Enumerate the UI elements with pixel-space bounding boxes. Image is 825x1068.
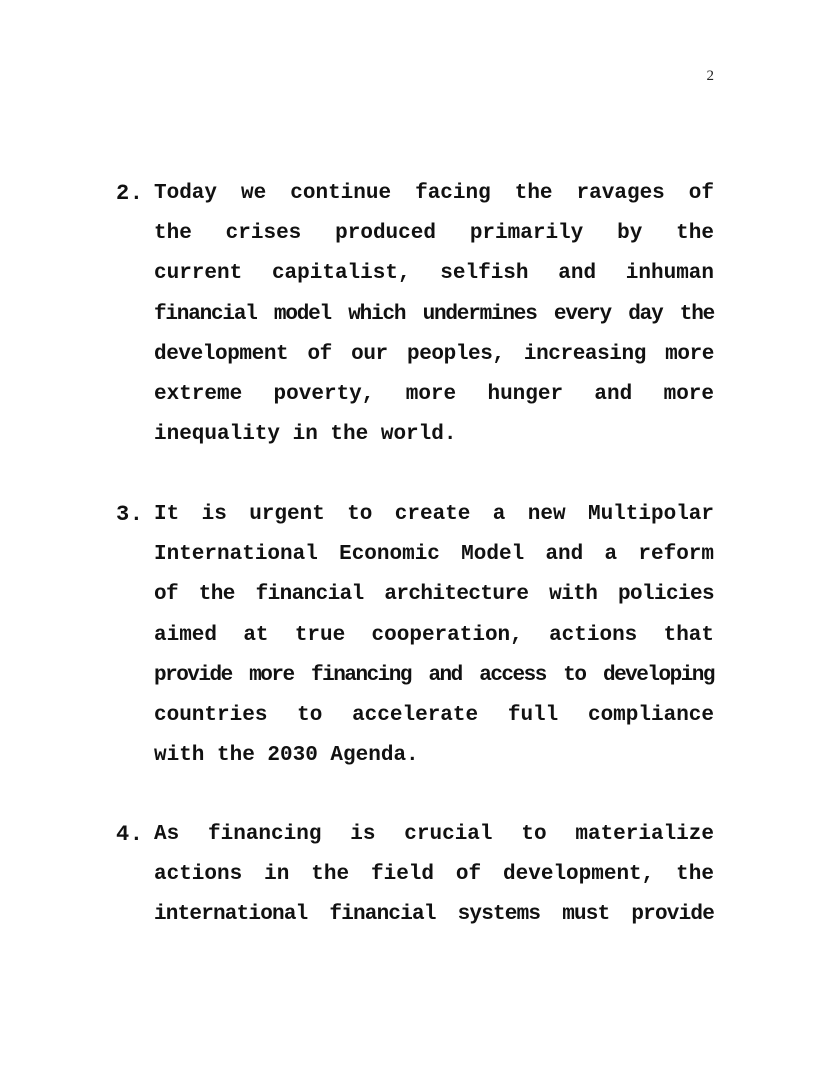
text-line: of the financial architecture with policies [154, 583, 714, 607]
text-line: countries to accelerate full compliance [154, 703, 714, 727]
paragraph-body [154, 815, 714, 936]
text-line: inequality in the world. [154, 423, 457, 447]
text-line: international financial systems must provide [154, 903, 714, 927]
text-line: aimed at true cooperation, actions that [154, 623, 714, 647]
text-line: Today we continue facing the ravages of [154, 182, 714, 205]
text-line: extreme poverty, more hunger and more [154, 382, 714, 406]
text-line: actions in the field of development, the [154, 863, 714, 887]
page-number: 2 [706, 68, 714, 84]
paragraph-body [154, 495, 714, 776]
paragraph-number: 3. [116, 502, 144, 527]
paragraph-number: 2. [116, 181, 144, 206]
text-line: current capitalist, selfish and inhuman [154, 262, 714, 286]
text-line: development of our peoples, increasing more [154, 342, 714, 366]
text-line: provide more financing and access to developing [154, 663, 714, 687]
paragraph-body [154, 174, 714, 455]
paragraph-number: 4. [116, 822, 144, 847]
text-line: It is urgent to create a new Multipolar [154, 503, 714, 526]
text-line: As financing is crucial to materialize [154, 823, 714, 846]
text-line: the crises produced primarily by the [154, 222, 714, 246]
text-line: with the 2030 Agenda. [154, 744, 419, 768]
text-line: financial model which undermines every day the [154, 302, 714, 326]
text-line: International Economic Model and a reform [154, 543, 714, 567]
